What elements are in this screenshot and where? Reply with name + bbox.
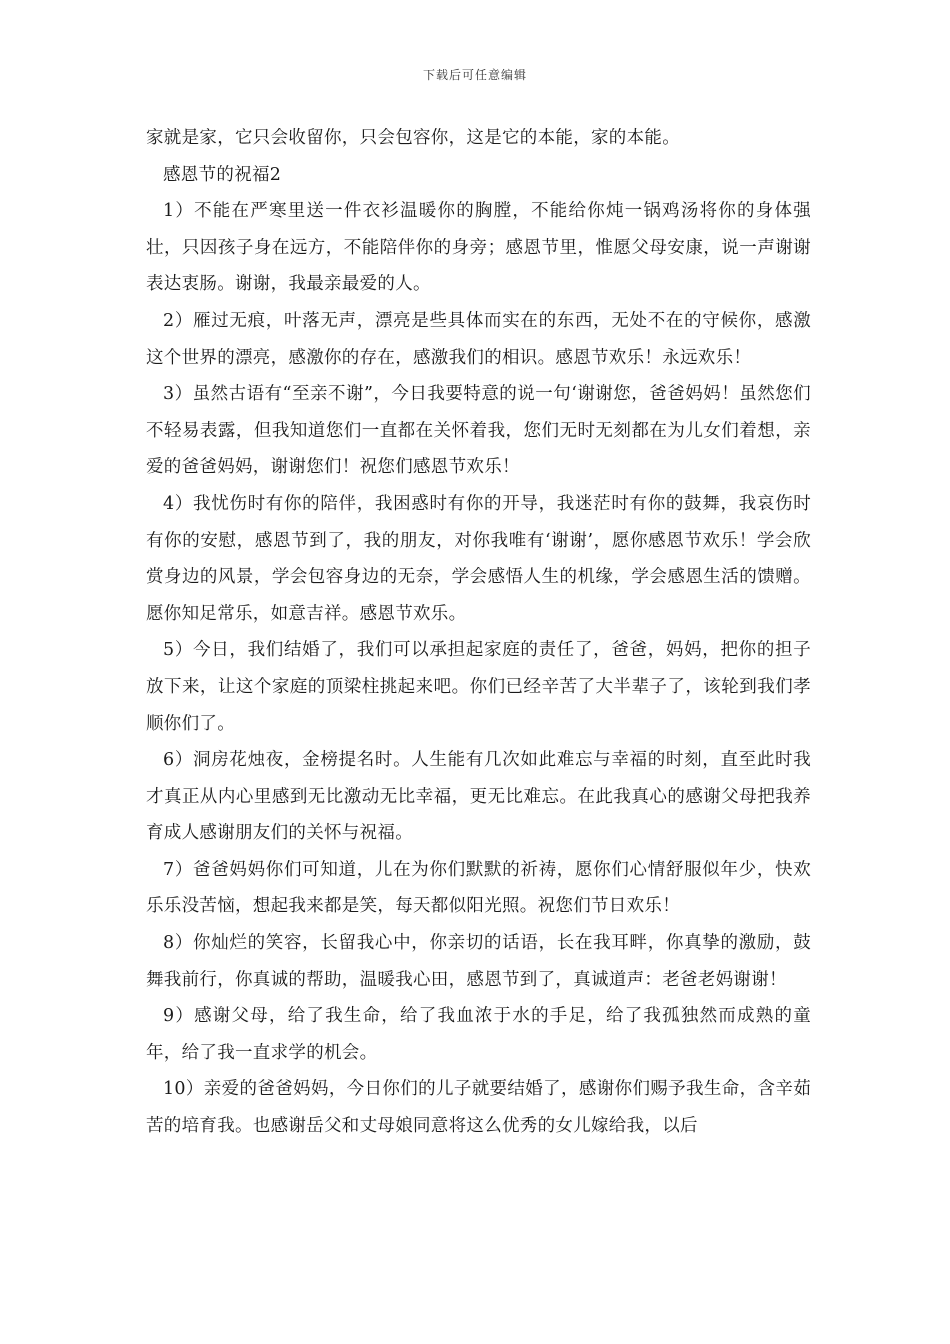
paragraph: 5）今日，我们结婚了，我们可以承担起家庭的责任了，爸爸，妈妈，把你的担子放下来，让这个家庭的顶梁柱挑起来吧。你们已经辛苦了大半辈子了，该轮到我们孝顺你们了。 xyxy=(146,640,811,734)
paragraph: 10）亲爱的爸爸妈妈，今日你们的儿子就要结婚了，感谢你们赐予我生命，含辛茹苦的培育我。也感谢岳父和丈母娘同意将这么优秀的女儿嫁给我，以后 xyxy=(146,1079,811,1137)
paragraph: 7）爸爸妈妈你们可知道，儿在为你们默默的祈祷，愿你们心情舒服似年少，快欢乐乐没苦恼，想起我来都是笑，每天都似阳光照。祝您们节日欢乐！ xyxy=(146,859,811,917)
section-heading: 感恩节的祝福2 xyxy=(163,164,282,185)
paragraph: 3）虽然古语有“至亲不谢”，今日我要特意的说一句‘谢谢您，爸爸妈妈！虽然您们不轻易表露，但我知道您们一直都在关怀着我，您们无时无刻都在为儿女们着想，亲爱的爸爸妈妈，谢谢您们！祝您们感恩节欢乐！ xyxy=(146,384,811,478)
paragraph: 4）我忧伤时有你的陪伴，我困惑时有你的开导，我迷茫时有你的鼓舞，我哀伤时有你的安慰，感恩节到了，我的朋友，对你我唯有‘谢谢’，愿你感恩节欢乐！学会欣赏身边的风景，学会包容身边的无奈，学会感悟人生的机缘，学会感恩生活的馈赠。愿你知足常乐，如意吉祥。感恩节欢乐。 xyxy=(146,493,811,624)
paragraph: 8）你灿烂的笑容，长留我心中，你亲切的话语，长在我耳畔，你真挚的激励，鼓舞我前行，你真诚的帮助，温暖我心田，感恩节到了，真诚道声：老爸老妈谢谢！ xyxy=(146,933,811,990)
document-body xyxy=(146,120,811,1145)
paragraph: 2）雁过无痕，叶落无声，漂亮是些具体而实在的东西，无处不在的守候你，感激这个世界的漂亮，感激你的存在，感激我们的相识。感恩节欢乐！永远欢乐！ xyxy=(146,310,811,368)
paragraph: 6）洞房花烛夜，金榜提名时。人生能有几次如此难忘与幸福的时刻，直至此时我才真正从内心里感到无比激动无比幸福，更无比难忘。在此我真心的感谢父母把我养育成人感谢朋友们的关怀与祝福。 xyxy=(146,750,811,844)
page-header: 下载后可任意编辑 xyxy=(422,68,527,82)
paragraph: 1）不能在严寒里送一件衣衫温暖你的胸膛，不能给你炖一锅鸡汤将你的身体强壮，只因孩子身在远方，不能陪伴你的身旁；感恩节里，惟愿父母安康，说一声谢谢表达衷肠。谢谢，我最亲最爱的人。 xyxy=(146,201,811,295)
paragraph: 9）感谢父母，给了我生命，给了我血浓于水的手足，给了我孤独然而成熟的童年，给了我一直求学的机会。 xyxy=(146,1006,811,1063)
paragraph: 家就是家，它只会收留你，只会包容你，这是它的本能，家的本能。 xyxy=(146,128,680,148)
